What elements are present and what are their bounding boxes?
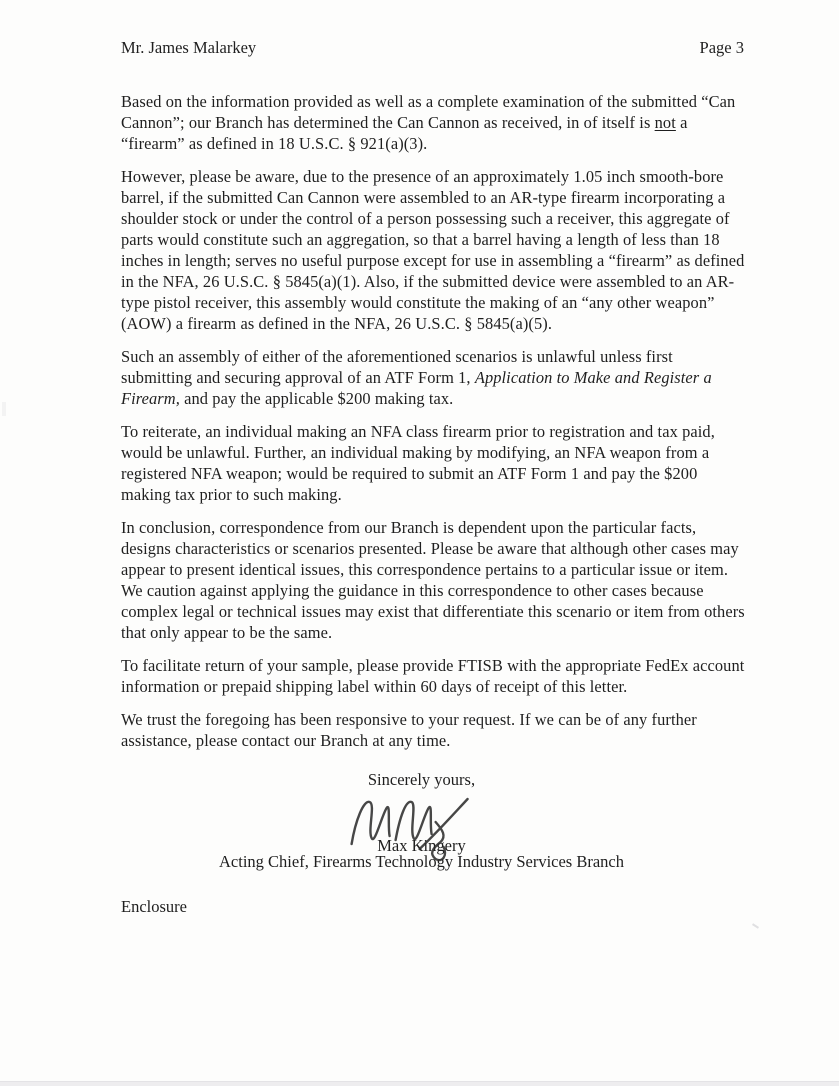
paragraph: [121, 166, 748, 334]
text-run: However, please be aware, due to the presence of an approximately 1.05 inch smooth-bore barrel, if the submitted Can Cannon were assembled to an AR-type firearm incorporating a shoulder stock or under the control of a person possessing such a receiver, this aggregate of parts would constitute such an aggregation, so that a barrel having a length of less than 18 inches in length; serves no useful purpose except for use in assembling a “firearm” as defined in the NFA, 26 U.S.C. § 5845(a)(1). Also, if the submitted device were assembled to an AR-type pistol receiver, this assembly would constitute the making of an “any other weapon” (AOW) a firearm as defined in the NFA, 26 U.S.C. § 5845(a)(5).: [121, 167, 745, 333]
enclosure-note: Enclosure: [121, 897, 187, 916]
scan-artifact: [752, 923, 759, 928]
paragraph: [121, 91, 748, 154]
paragraph: [121, 709, 748, 751]
paragraph: [121, 421, 748, 505]
text-run: Such an assembly of either of the aforementioned scenarios is unlawful unless first submitting and securing approval of an ATF Form 1,: [121, 347, 673, 387]
text-run: Application to Make and Register a Firearm,: [121, 368, 712, 408]
paragraph: [121, 346, 748, 409]
text-run: a “firearm” as defined in 18 U.S.C. § 921(a)(3).: [121, 113, 688, 153]
scan-artifact: [2, 402, 6, 416]
text-run: and pay the applicable $200 making tax.: [179, 389, 454, 408]
closing-block: [108, 770, 735, 872]
paragraph: [121, 517, 748, 643]
page-number: Page 3: [699, 38, 744, 57]
text-run: not: [654, 113, 676, 132]
text-run: We trust the foregoing has been responsive to your request. If we can be of any further assistance, please contact our Branch at any time.: [121, 710, 697, 750]
letter-body: [121, 91, 748, 751]
signature-name: Max Kingery: [377, 836, 466, 855]
text-run: Based on the information provided as well as a complete examination of the submitted “Can Cannon”; our Branch has determined the Can Cannon as received, in of itself is: [121, 92, 736, 132]
paragraph: [121, 655, 748, 697]
handwritten-signature-image: [343, 792, 483, 868]
text-run: To reiterate, an individual making an NFA class firearm prior to registration and tax paid, would be unlawful. Further, an individual making by modifying, an NFA weapon from a registered NFA weapon; would be required to submit an ATF Form 1 and pay the $200 making tax prior to such making.: [121, 422, 715, 504]
bottom-scan-edge: [0, 1081, 839, 1086]
signature-area: [108, 794, 735, 855]
recipient-name: Mr. James Malarkey: [121, 38, 257, 57]
text-run: To facilitate return of your sample, please provide FTISB with the appropriate FedEx account information or prepaid shipping label within 60 days of receipt of this letter.: [121, 656, 745, 696]
letter-header: [0, 0, 839, 58]
text-run: In conclusion, correspondence from our Branch is dependent upon the particular facts, designs characteristics or scenarios presented. Please be aware that although other cases may appear to present identical issues, this correspondence pertains to a particular issue or item. We caution against applying the guidance in this correspondence to other cases because complex legal or technical issues may exist that differentiate this scenario or item from others that only appear to be the same.: [121, 518, 745, 642]
closing-salutation: Sincerely yours,: [367, 770, 476, 789]
signature-title: Acting Chief, Firearms Technology Industry Services Branch: [219, 852, 624, 871]
